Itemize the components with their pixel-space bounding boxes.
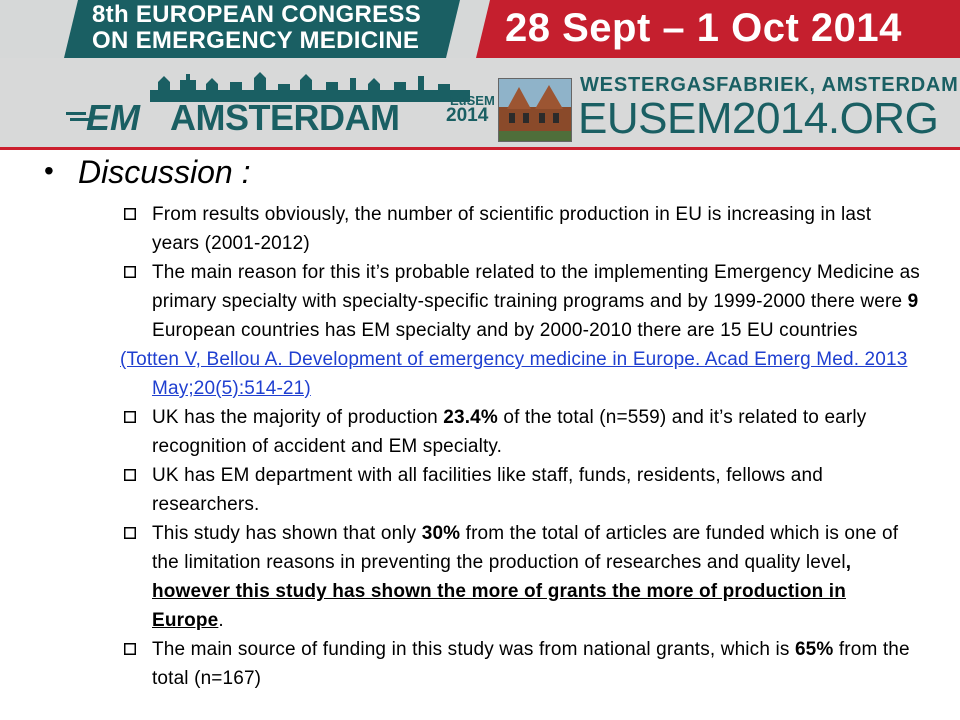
list-item xyxy=(120,403,920,461)
item-text: From results obviously, the number of scientific production in EU is increasing in last years (2001-2012) xyxy=(152,204,872,254)
heading-bullet: • xyxy=(44,155,54,186)
list-item xyxy=(120,200,920,258)
page-title: Discussion : xyxy=(78,154,251,190)
item-text: of the total (n=559) and it’s related to early recognition of accident and EM specialty. xyxy=(152,407,867,457)
checkbox-bullet-icon xyxy=(124,411,136,423)
item-text: from the total (n=167) xyxy=(152,639,910,689)
checkbox-bullet-icon xyxy=(124,266,136,278)
website-url: EUSEM2014.ORG xyxy=(578,94,939,143)
em-amsterdam-logo xyxy=(66,72,496,142)
item-highlight: 65% xyxy=(794,639,834,660)
reference-link[interactable]: (Totten V, Bellou A. Development of emergency medicine in Europe. Acad Emerg Med. 2013 May;20(5):514-21) xyxy=(120,349,908,399)
list-item xyxy=(120,461,920,519)
item-emphasis: , however this study has shown the more of grants the more of production in Europe xyxy=(152,552,852,631)
logo-badge-name: EuSEM xyxy=(450,93,495,108)
list-item xyxy=(120,258,920,345)
logo-badge-year: 2014 xyxy=(446,105,489,126)
checkbox-bullet-icon xyxy=(124,643,136,655)
item-highlight: 23.4% xyxy=(443,407,498,428)
item-highlight: 30% xyxy=(421,523,461,544)
checkbox-bullet-icon xyxy=(124,527,136,539)
congress-title-line1: 8th EUROPEAN CONGRESS xyxy=(92,1,422,28)
conference-banner xyxy=(0,0,960,150)
congress-title xyxy=(92,2,452,54)
congress-title-line2: ON EMERGENCY MEDICINE xyxy=(92,27,420,54)
discussion-list xyxy=(120,200,920,693)
logo-city-text: AMSTERDAM xyxy=(170,97,400,138)
list-item xyxy=(120,635,920,693)
item-text: . xyxy=(218,610,224,631)
banner-divider xyxy=(0,147,960,150)
venue-photo xyxy=(498,78,572,142)
checkbox-bullet-icon xyxy=(124,469,136,481)
item-text: UK has the majority of production xyxy=(152,407,444,428)
venue-name: WESTERGASFABRIEK, AMSTERDAM xyxy=(580,74,959,96)
item-text: from the total of articles are funded which is one of the limitation reasons in preventing the production of researches and quality level xyxy=(152,523,899,573)
item-text: European countries has EM specialty and by 2000-2010 there are 15 EU countries xyxy=(152,320,858,341)
logo-em-text: EM xyxy=(86,97,140,138)
item-text: This study has shown that only xyxy=(152,523,422,544)
item-highlight: 9 xyxy=(907,291,919,312)
congress-dates: 28 Sept – 1 Oct 2014 xyxy=(505,6,902,50)
item-text: The main reason for this it’s probable related to the implementing Emergency Medicine as primary specialty with specialty-specific training programs and by 1999-2000 there were xyxy=(152,262,920,312)
item-text: The main source of funding in this study was from national grants, which is xyxy=(152,639,795,660)
item-text: UK has EM department with all facilities like staff, funds, residents, fellows and researchers. xyxy=(152,465,823,515)
checkbox-bullet-icon xyxy=(124,208,136,220)
list-item xyxy=(120,519,920,635)
reference-link-row xyxy=(120,345,920,403)
